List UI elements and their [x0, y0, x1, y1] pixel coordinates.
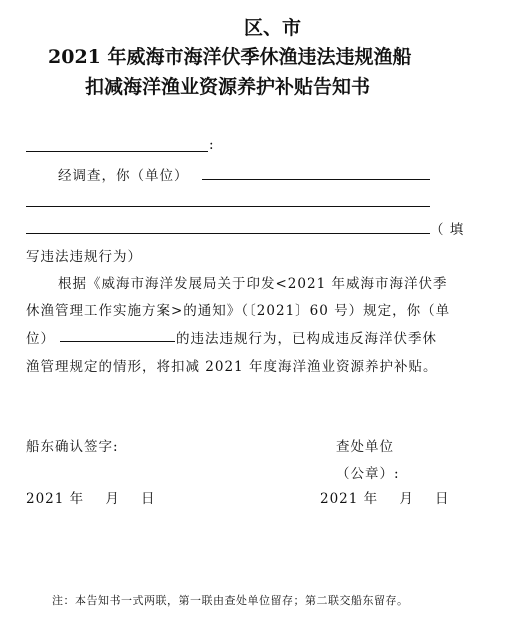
addressee-colon: :	[209, 137, 215, 153]
office-date: 2021 年 月 日	[320, 491, 450, 507]
addressee-blank[interactable]	[26, 151, 208, 152]
district-heading: 区、市	[244, 17, 302, 39]
paragraph-line-3-start: 位）	[26, 331, 55, 347]
violation-blank-2[interactable]	[26, 233, 430, 234]
fill-hint-continued: 写违法违规行为）	[26, 249, 142, 265]
paragraph-line-1: 根据《威海市海洋发展局关于印发<2021 年威海市海洋伏季	[58, 276, 448, 292]
paragraph-line-3-end: 的违法违规行为，已构成违反海洋伏季休	[176, 331, 437, 347]
footer-note: 注：本告知书一式两联，第一联由查处单位留存；第二联交船东留存。	[52, 594, 409, 607]
investigation-prefix: 经调查，你（单位）	[58, 168, 189, 184]
paragraph-line-4: 渔管理规定的情形，将扣减 2021 年度海洋渔业资源养护补贴。	[26, 359, 438, 375]
fill-hint: （ 填	[430, 222, 465, 238]
owner-signature-label: 船东确认签字:	[26, 439, 119, 455]
seal-label: （公章）:	[336, 466, 400, 482]
office-label: 查处单位	[336, 439, 394, 455]
violator-unit-blank[interactable]	[202, 179, 430, 180]
violation-type-blank[interactable]	[60, 341, 175, 342]
notice-title-line1: 2021 年威海市海洋伏季休渔违法违规渔船	[48, 46, 412, 68]
violation-blank-1[interactable]	[26, 206, 430, 207]
owner-date: 2021 年 月 日	[26, 491, 156, 507]
notice-title-line2: 扣减海洋渔业资源养护补贴告知书	[85, 76, 371, 98]
paragraph-line-2: 休渔管理工作实施方案>的通知》（〔2021〕60 号）规定，你（单	[26, 303, 451, 319]
